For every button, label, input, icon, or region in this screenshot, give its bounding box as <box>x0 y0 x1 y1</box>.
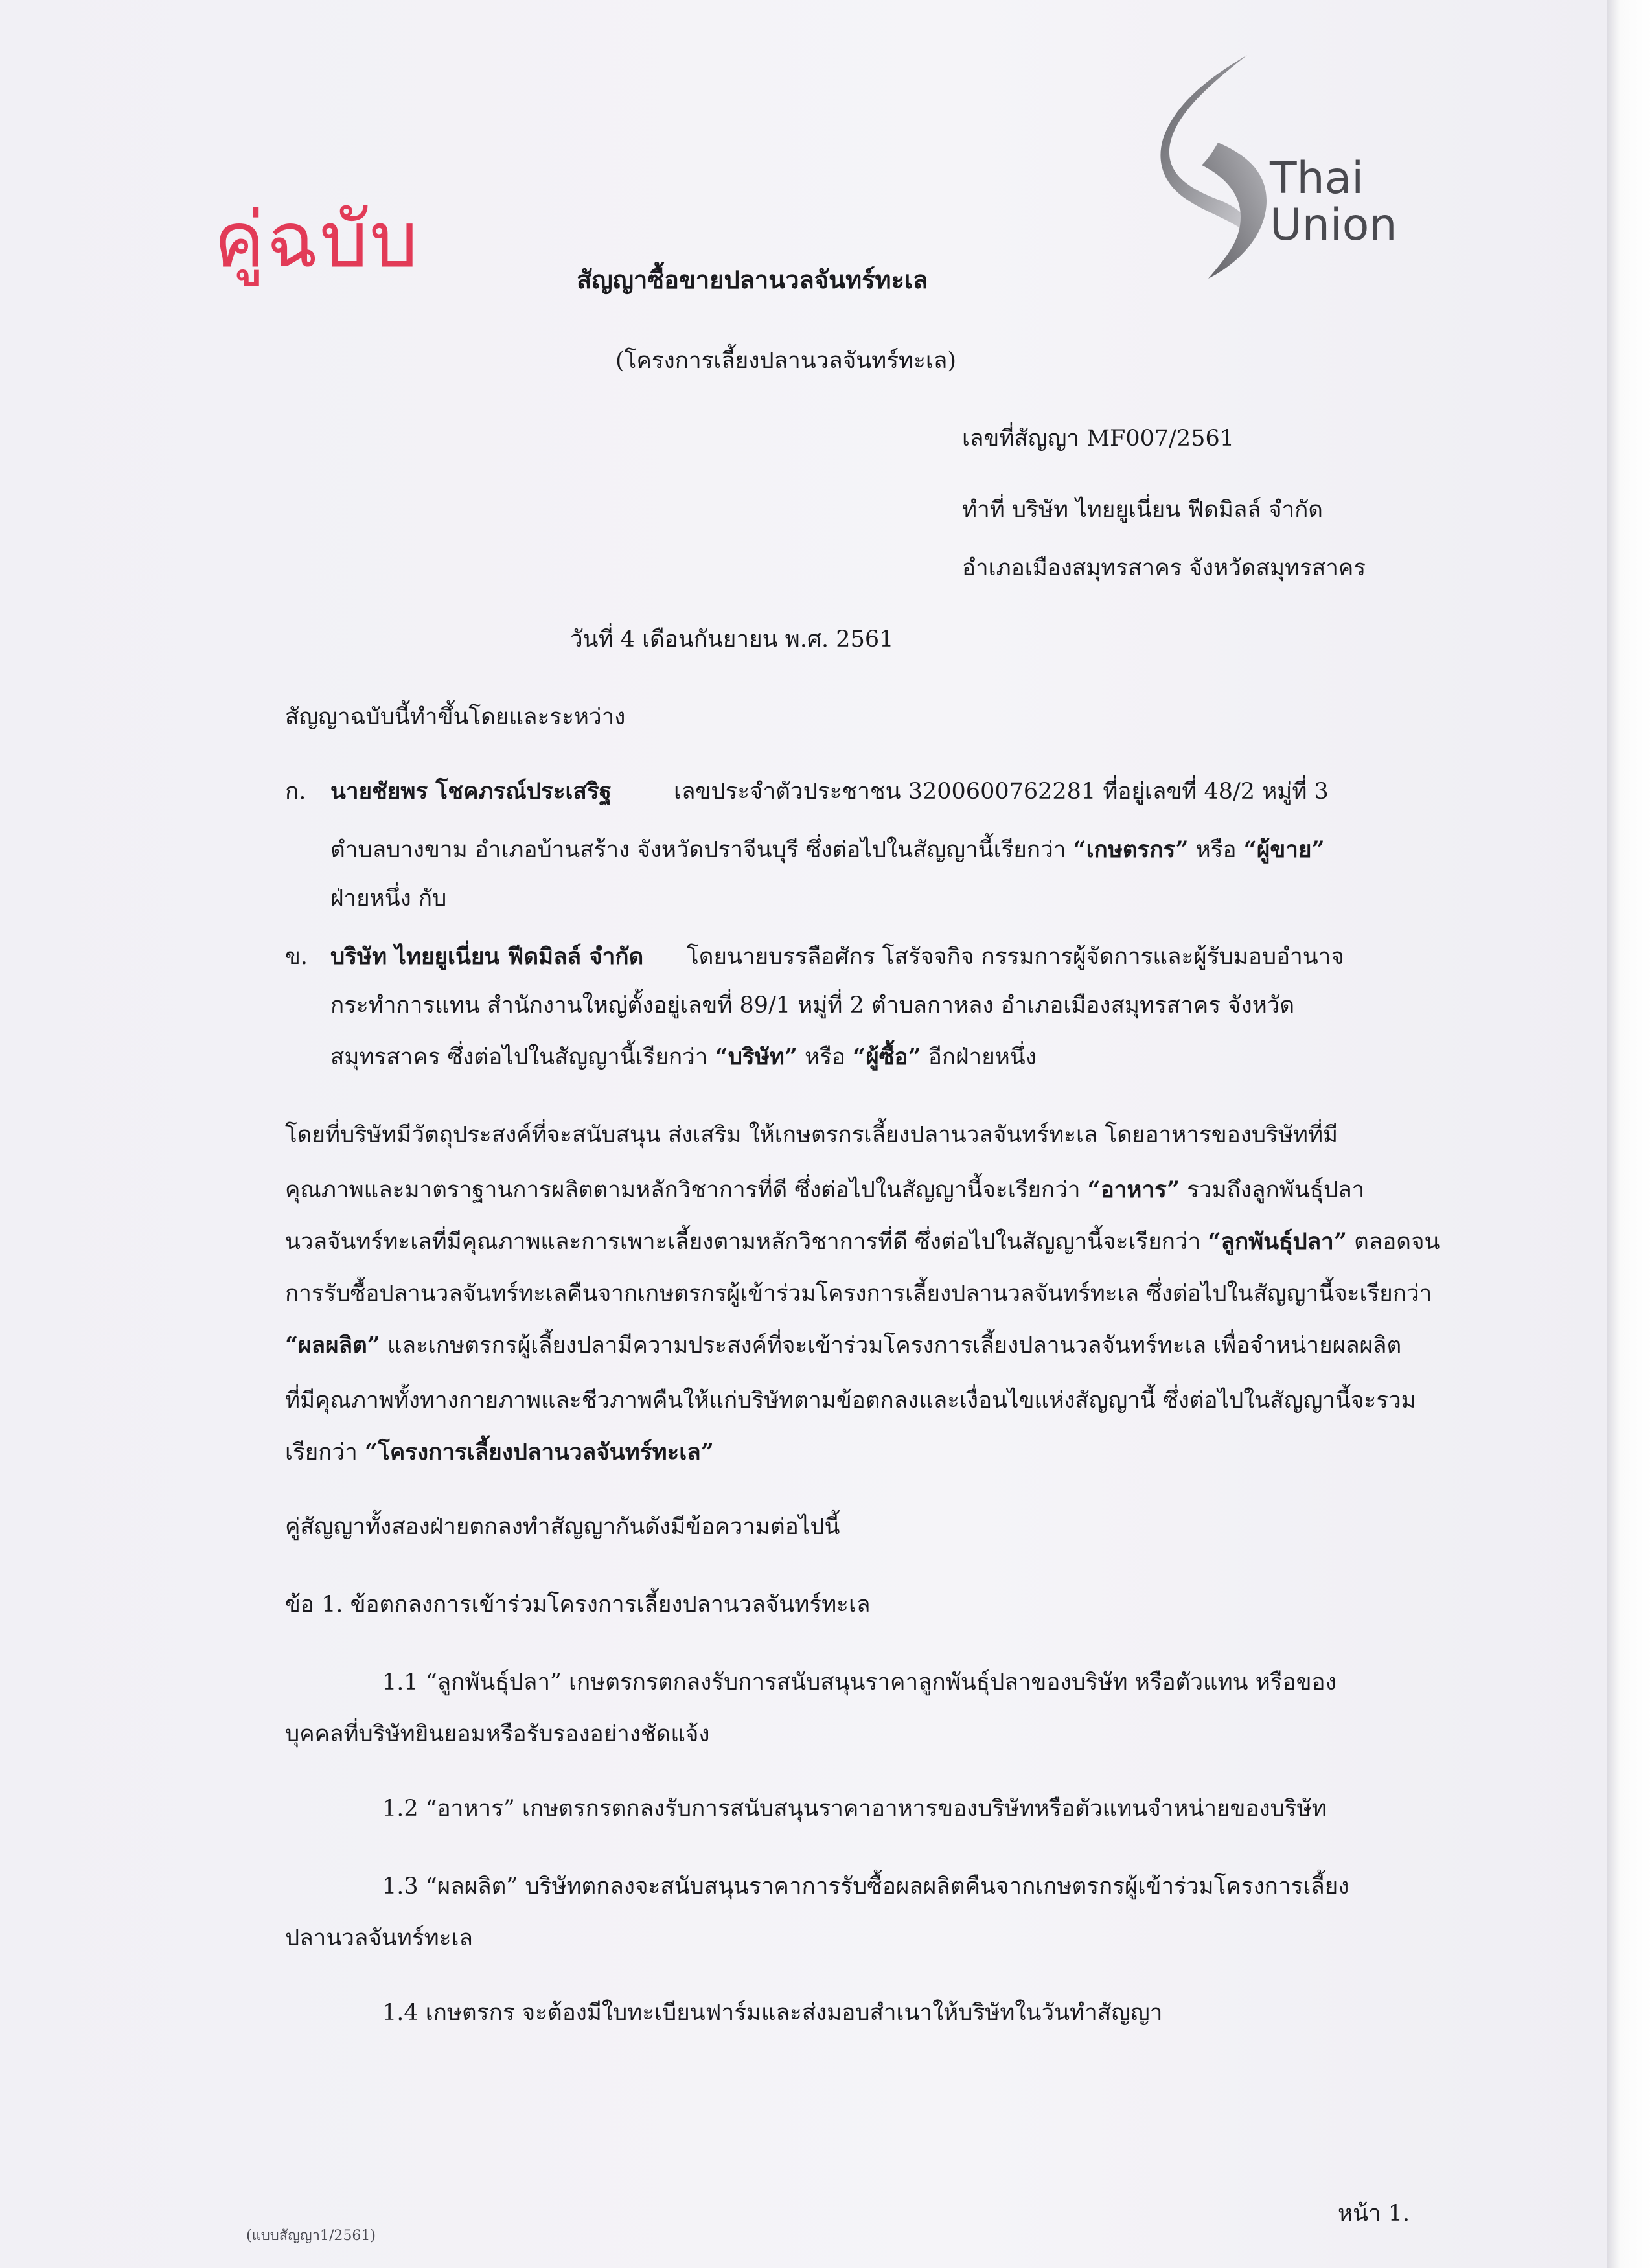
party-b-line-2: กระทำการแทน สำนักงานใหญ่ตั้งอยู่เลขที่ 89/1 หมู่ที่ 2 ตำบลกาหลง อำเภอเมืองสมุทรสาคร จังหวัด <box>330 992 1295 1018</box>
logo-line-thai: Thai <box>1270 153 1364 204</box>
party-b-marker: ข. <box>285 944 308 970</box>
clause-1-3-line-1: 1.3 “ผลผลิต” บริษัทตกลงจะสนับสนุนราคาการรับซื้อผลผลิตคืนจากเกษตรกรผู้เข้าร่วมโครงการเลี้ยง <box>382 1873 1349 1899</box>
page-number: หน้า 1. <box>1338 2201 1410 2227</box>
document-title: สัญญาซื้อขายปลานวลจันทร์ทะเล <box>577 265 928 294</box>
party-b-line-3-text: สมุทรสาคร ซึ่งต่อไปในสัญญานี้เรียกว่า <box>330 1044 715 1070</box>
preamble-line-7-text: เรียกว่า <box>285 1439 365 1465</box>
form-code: (แบบสัญญา1/2561) <box>246 2228 376 2244</box>
party-a-or: หรือ <box>1188 837 1244 863</box>
clause-1-3-line-2: ปลานวลจันทร์ทะเล <box>285 1925 473 1951</box>
preamble-line-7 <box>285 1438 714 1467</box>
preamble-line-5-text: และเกษตรกรผู้เลี้ยงปลามีความประสงค์ที่จะเข้าร่วมโครงการเลี้ยงปลานวลจันทร์ทะเล เพื่อจำหน่ายผลผลิต <box>380 1333 1402 1358</box>
logo-line-union: Union <box>1270 200 1397 251</box>
agreement-line: คู่สัญญาทั้งสองฝ่ายตกลงทำสัญญากันดังมีข้อความต่อไปนี้ <box>285 1514 840 1540</box>
party-a-name: นายชัยพร โชคภรณ์ประเสริฐ <box>330 778 612 805</box>
preamble-line-3-text: นวลจันทร์ทะเลที่มีคุณภาพและการเพาะเลี้ยงตามหลักวิชาการที่ดี ซึ่งต่อไปในสัญญานี้จะเรียกว่า <box>285 1229 1208 1255</box>
preamble-line-1: โดยที่บริษัทมีวัตถุประสงค์ที่จะสนับสนุน ส่งเสริม ให้เกษตรกรเลี้ยงปลานวลจันทร์ทะเล โดยอาหารของบริษัทที่มี <box>285 1122 1338 1148</box>
party-b-or: หรือ <box>797 1044 853 1070</box>
term-company: “บริษัท” <box>715 1044 797 1070</box>
contract-number: เลขที่สัญญา MF007/2561 <box>962 426 1234 452</box>
place-line-2: อำเภอเมืองสมุทรสาคร จังหวัดสมุทรสาคร <box>962 555 1366 581</box>
paper-edge <box>1607 0 1652 2268</box>
intro-line: สัญญาฉบับนี้ทำขึ้นโดยและระหว่าง <box>285 704 626 730</box>
document-subtitle: (โครงการเลี้ยงปลานวลจันทร์ทะเล) <box>615 348 956 374</box>
term-fingerling: “ลูกพันธุ์ปลา” <box>1208 1228 1347 1255</box>
preamble-line-3-end: ตลอดจน <box>1346 1229 1440 1255</box>
term-project: “โครงการเลี้ยงปลานวลจันทร์ทะเล” <box>364 1439 714 1465</box>
preamble-line-5 <box>285 1331 1401 1360</box>
party-a-line-2 <box>330 836 1325 864</box>
clause-1-2: 1.2 “อาหาร” เกษตรกรตกลงรับการสนับสนุนราคาอาหารของบริษัทหรือตัวแทนจำหน่ายของบริษัท <box>382 1796 1327 1822</box>
place-line-1: ทำที่ บริษัท ไทยยูเนี่ยน ฟีดมิลล์ จำกัด <box>962 497 1324 523</box>
preamble-line-6: ที่มีคุณภาพทั้งทางกายภาพและชีวภาพคืนให้แก่บริษัทตามข้อตกลงและเงื่อนไขแห่งสัญญานี้ ซึ่งต่อไปในสัญญานี้จะรวม <box>285 1388 1416 1414</box>
preamble-line-2 <box>285 1176 1364 1204</box>
party-b-name: บริษัท ไทยยูเนี่ยน ฟีดมิลล์ จำกัด <box>330 943 644 970</box>
term-buyer: “ผู้ซื้อ” <box>853 1044 921 1070</box>
logo-wordmark <box>1270 155 1397 249</box>
contract-date: วันที่ 4 เดือนกันยายน พ.ศ. 2561 <box>570 626 894 652</box>
clause-1-1-line-1: 1.1 “ลูกพันธุ์ปลา” เกษตรกรตกลงรับการสนับสนุนราคาลูกพันธุ์ปลาของบริษัท หรือตัวแทน หรือของ <box>382 1669 1337 1695</box>
copy-stamp: คู่ฉบับ <box>214 195 420 284</box>
preamble-line-2-end: รวมถึงลูกพันธุ์ปลา <box>1180 1177 1365 1203</box>
preamble-line-3 <box>285 1228 1440 1256</box>
clause-1-heading: ข้อ 1. ข้อตกลงการเข้าร่วมโครงการเลี้ยงปลานวลจันทร์ทะเล <box>285 1592 871 1618</box>
party-b-line-3 <box>330 1043 1037 1071</box>
party-b-line-3-end: อีกฝ่ายหนึ่ง <box>921 1044 1037 1070</box>
clause-1-1-line-2: บุคคลที่บริษัทยินยอมหรือรับรองอย่างชัดแจ้ง <box>285 1721 710 1747</box>
party-a-line-2-text: ตำบลบางขาม อำเภอบ้านสร้าง จังหวัดปราจีนบุรี ซึ่งต่อไปในสัญญานี้เรียกว่า <box>330 837 1073 863</box>
party-a-line-1: เลขประจำตัวประชาชน 3200600762281 ที่อยู่เลขที่ 48/2 หมู่ที่ 3 <box>674 779 1329 805</box>
party-b-line-1: โดยนายบรรลือศักร โสรัจจกิจ กรรมการผู้จัดการและผู้รับมอบอำนาจ <box>687 944 1344 970</box>
party-a-line-3: ฝ่ายหนึ่ง กับ <box>330 886 447 911</box>
term-feed: “อาหาร” <box>1087 1176 1180 1203</box>
term-seller: “ผู้ขาย” <box>1243 836 1325 863</box>
preamble-line-4: การรับซื้อปลานวลจันทร์ทะเลคืนจากเกษตรกรผู้เข้าร่วมโครงการเลี้ยงปลานวลจันทร์ทะเล ซึ่งต่อไปในสัญญานี้จะเรียกว่า <box>285 1281 1432 1307</box>
term-produce: “ผลผลิต” <box>285 1332 380 1358</box>
term-farmer: “เกษตรกร” <box>1073 836 1189 863</box>
preamble-line-2-text: คุณภาพและมาตราฐานการผลิตตามหลักวิชาการที่ดี ซึ่งต่อไปในสัญญานี้จะเรียกว่า <box>285 1177 1088 1203</box>
clause-1-4: 1.4 เกษตรกร จะต้องมีใบทะเบียนฟาร์มและส่งมอบสำเนาให้บริษัทในวันทำสัญญา <box>382 2000 1163 2026</box>
party-a-marker: ก. <box>285 779 306 805</box>
